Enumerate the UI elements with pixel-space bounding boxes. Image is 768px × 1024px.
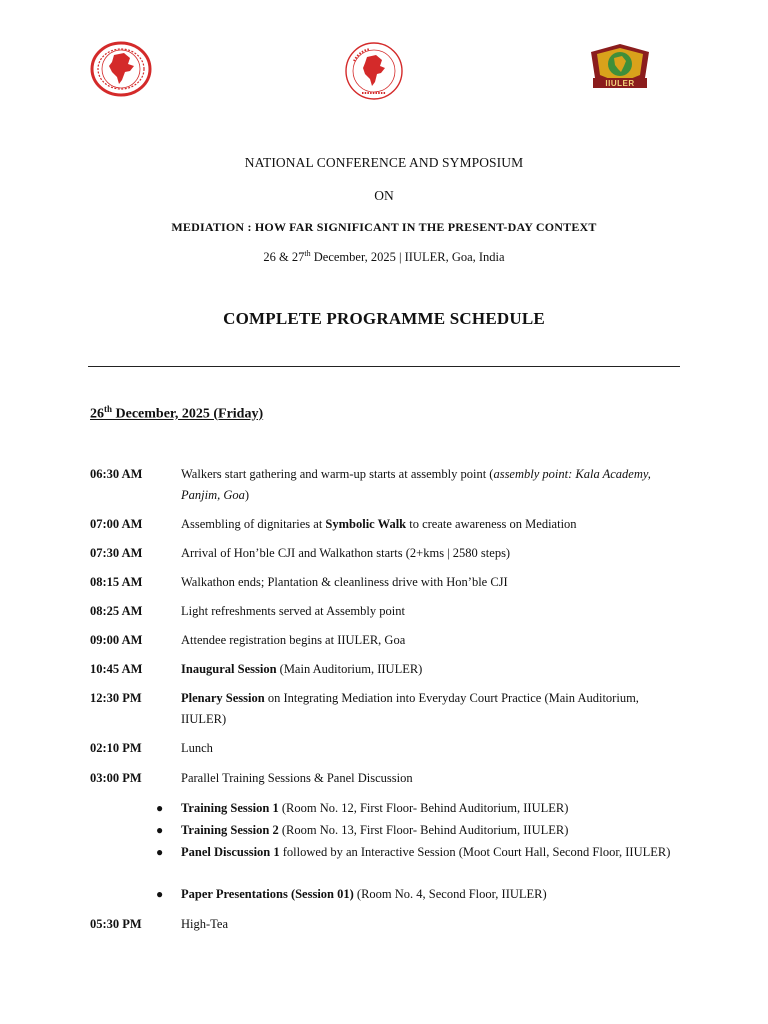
schedule-description: Walkers start gathering and warm-up starts at assembly point (assembly point: Kala Academy, Panjim, Goa) (181, 467, 651, 502)
day-rest: December, 2025 (Friday) (112, 406, 264, 422)
schedule-description: Lunch (181, 741, 213, 755)
day-number: 26 (90, 406, 104, 422)
schedule-time: 10:45 AM (90, 662, 143, 676)
conference-title: NATIONAL CONFERENCE AND SYMPOSIUM (244, 155, 524, 170)
schedule-time: 08:15 AM (90, 575, 143, 589)
divider (88, 366, 680, 367)
iiuler-crest-icon (583, 42, 657, 97)
schedule-title: COMPLETE PROGRAMME SCHEDULE (223, 309, 545, 328)
schedule-description: Plenary Session on Integrating Mediation into Everyday Court Practice (Main Auditorium, IIULER) (181, 691, 639, 726)
schedule-time: 09:00 AM (90, 633, 143, 647)
bar-council-india-map-seal-icon (90, 40, 152, 103)
schedule-description: Attendee registration begins at IIULER, Goa (181, 633, 406, 647)
bullet-icon: ● (156, 801, 164, 815)
bullet-icon: ● (156, 823, 164, 837)
day-suffix: th (104, 404, 113, 414)
schedule-time: 03:00 PM (90, 771, 142, 785)
logo-bar (0, 40, 768, 100)
schedule-description: Arrival of Hon’ble CJI and Walkathon starts (2+kms | 2580 steps) (181, 546, 511, 560)
schedule-time: 12:30 PM (90, 691, 142, 705)
schedule-time: 06:30 AM (90, 467, 143, 481)
date-venue: December, 2025 | IIULER, Goa, India (310, 250, 505, 265)
date-suffix: th (304, 249, 311, 258)
schedule-description: Light refreshments served at Assembly point (181, 604, 405, 618)
date-range: 26 & 27 (263, 250, 305, 265)
schedule-time: 08:25 AM (90, 604, 143, 618)
conference-date-venue (0, 249, 768, 265)
schedule-description: Walkathon ends; Plantation & cleanliness drive with Hon’ble CJI (181, 575, 508, 589)
schedule-description: Assembling of dignitaries at Symbolic Walk to create awareness on Mediation (181, 517, 577, 531)
bar-council-trust-seal-icon (340, 41, 408, 106)
schedule-time: 02:10 PM (90, 741, 142, 755)
schedule-time: 07:30 AM (90, 546, 143, 560)
schedule-time: 05:30 PM (90, 917, 142, 931)
bullet-icon: ● (156, 845, 164, 859)
bullet-icon: ● (156, 887, 164, 901)
schedule-description: High-Tea (181, 917, 229, 931)
iiuler-crest-text: IIULER (605, 79, 635, 88)
conference-theme: MEDIATION : HOW FAR SIGNIFICANT IN THE PRESENT-DAY CONTEXT (171, 220, 597, 234)
schedule-description: Inaugural Session (Main Auditorium, IIULER) (181, 662, 423, 676)
day-heading (90, 404, 263, 423)
schedule-time: 07:00 AM (90, 517, 143, 531)
conference-on: ON (374, 188, 394, 203)
schedule-description: Parallel Training Sessions & Panel Discussion (181, 771, 413, 785)
